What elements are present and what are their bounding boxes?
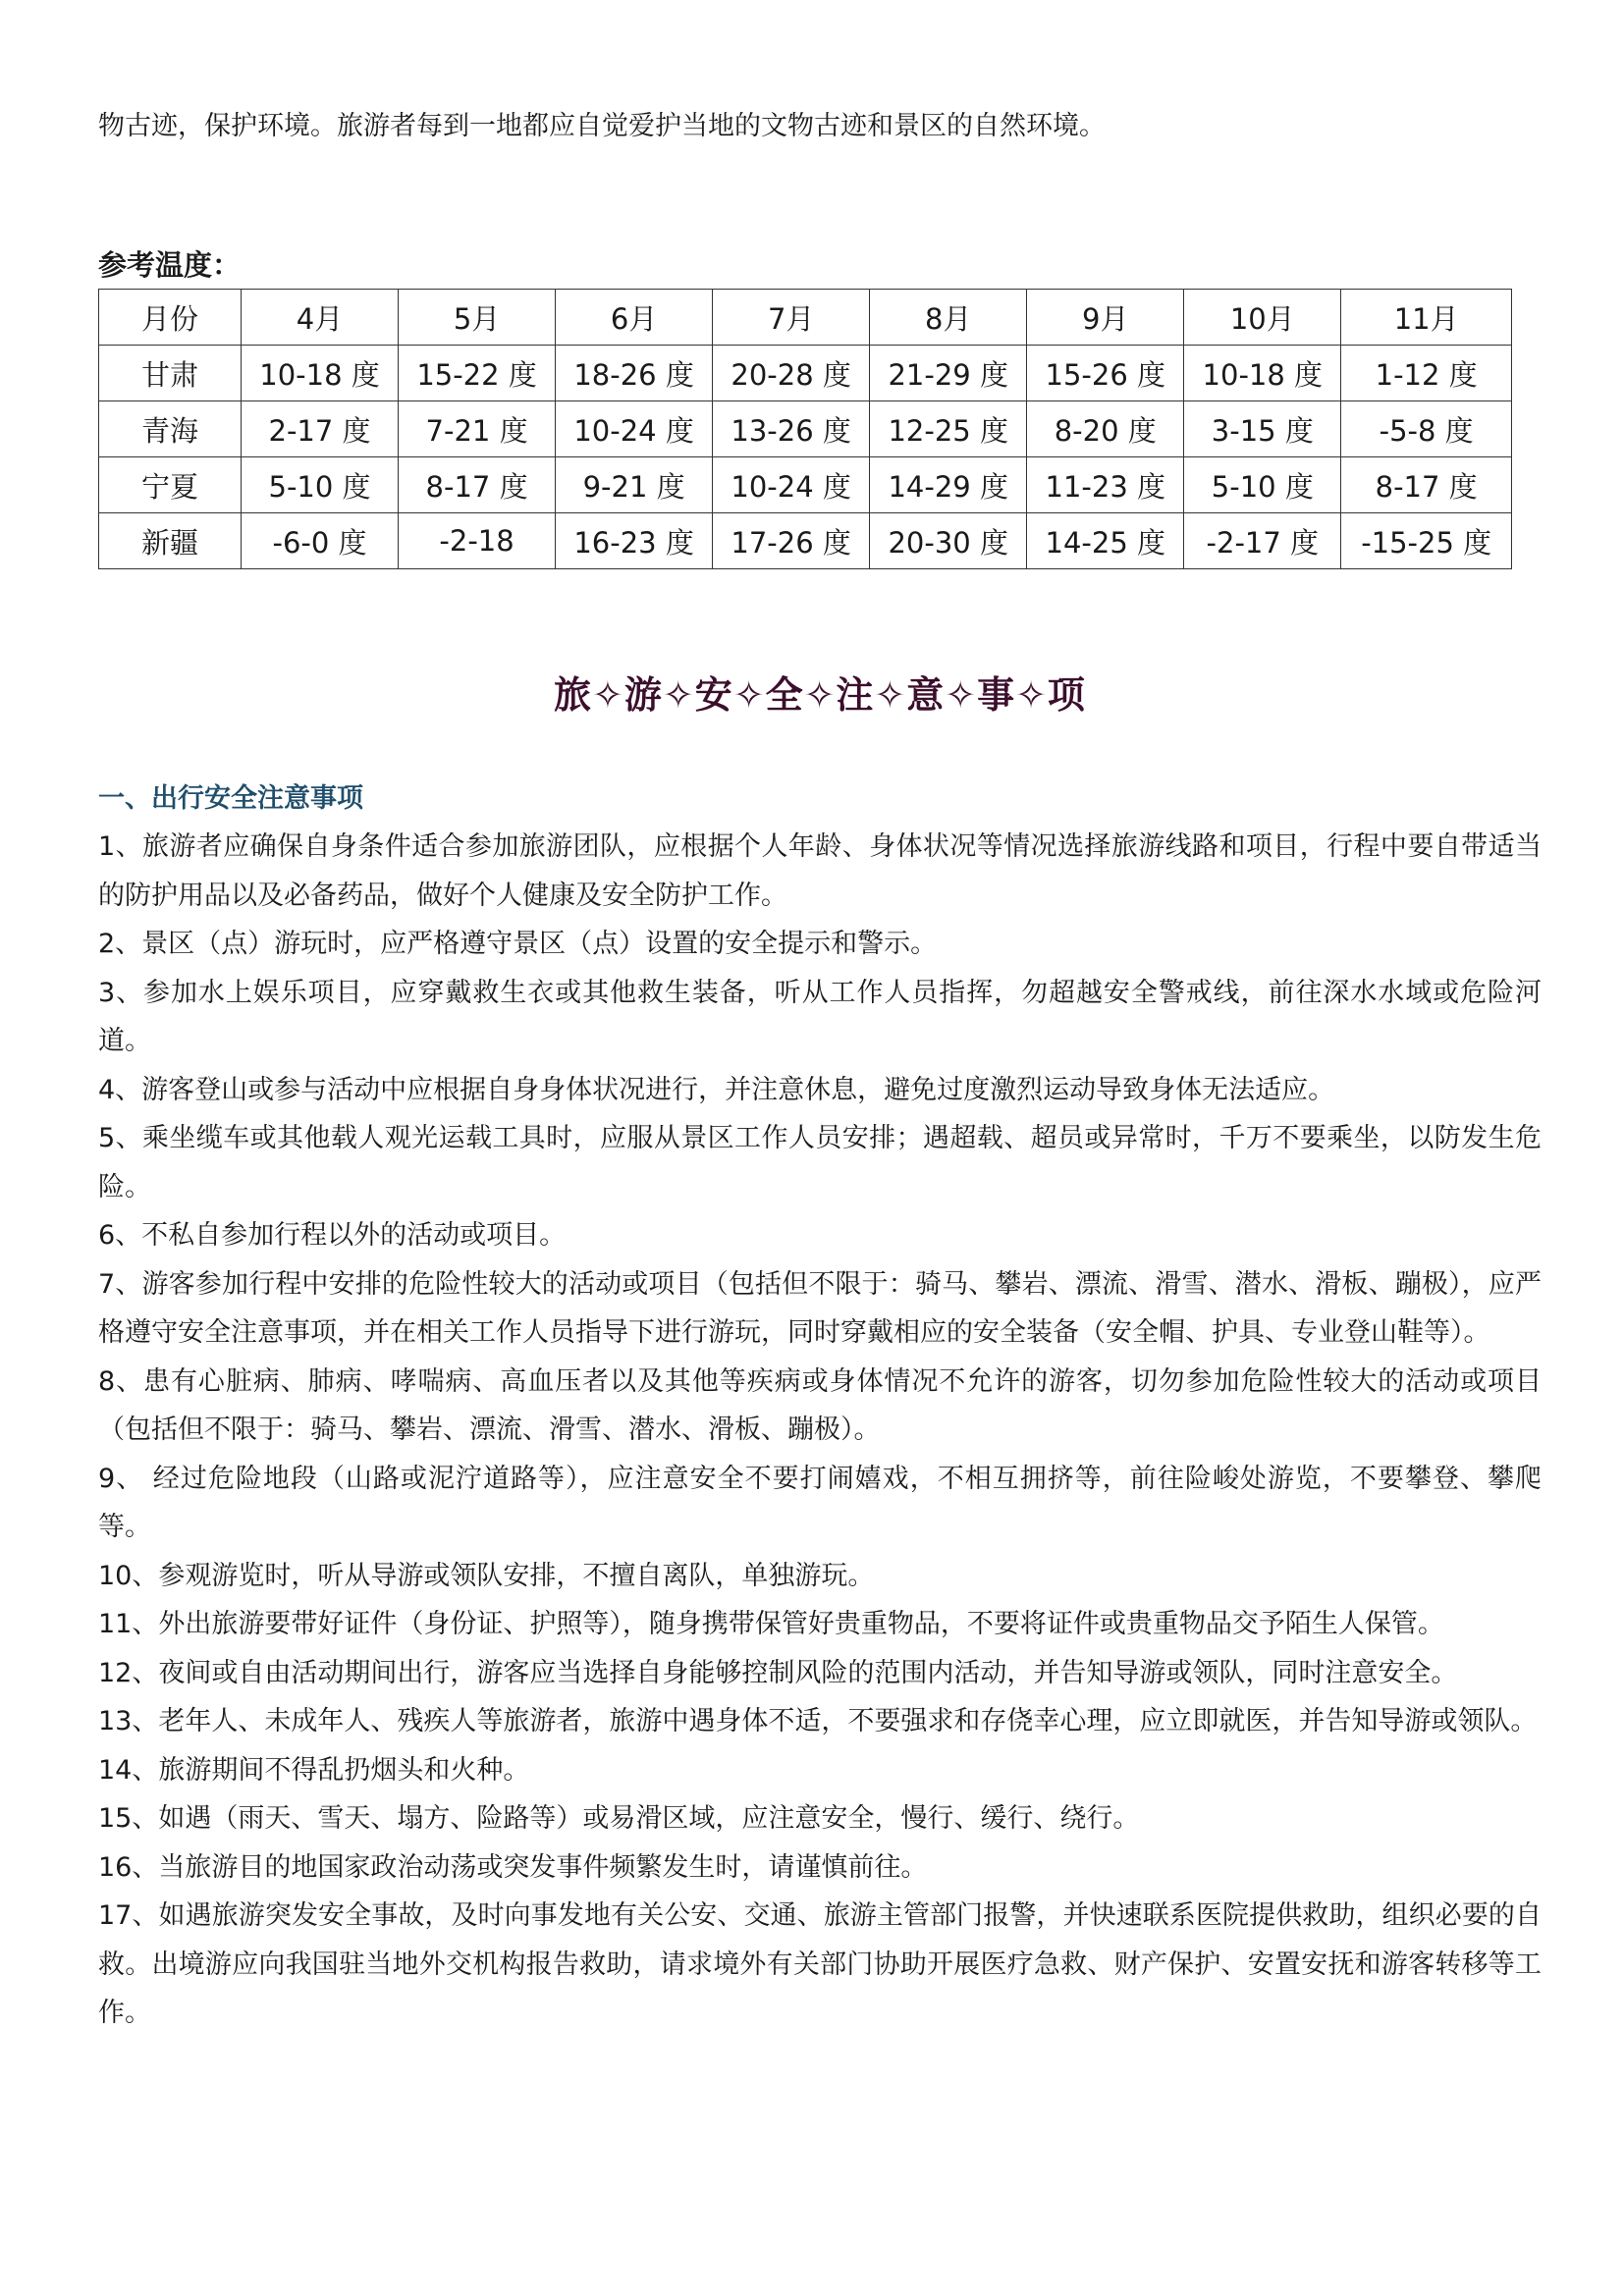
table-cell: 20-28 度: [713, 346, 870, 401]
safety-title: 旅✧游✧安✧全✧注✧意✧事✧项: [554, 673, 1086, 717]
table-cell: 8-17 度: [399, 457, 556, 513]
table-cell: 15-22 度: [399, 346, 556, 401]
header-cell: 7月: [713, 290, 870, 346]
list-item: 8、患有心脏病、肺病、哮喘病、高血压者以及其他等疾病或身体情况不允许的游客，切勿参加危险性较大的活动或项目（包括但不限于：骑马、攀岩、漂流、滑雪、潜水、滑板、蹦极）。: [98, 1365, 1542, 1445]
table-cell: 12-25 度: [870, 401, 1027, 457]
table-cell: 10-18 度: [1184, 346, 1341, 401]
safety-items-list: [98, 823, 1542, 2038]
table-cell: 21-29 度: [870, 346, 1027, 401]
list-item: 16、当旅游目的地国家政治动荡或突发事件频繁发生时，请谨慎前往。: [98, 1851, 928, 1883]
table-cell: 5-10 度: [242, 457, 399, 513]
table-cell: 10-18 度: [242, 346, 399, 401]
table-cell: 11-23 度: [1027, 457, 1184, 513]
table-cell: -2-17 度: [1184, 513, 1341, 569]
table-cell: 10-24 度: [713, 457, 870, 513]
table-cell: 8-17 度: [1341, 457, 1512, 513]
header-cell: 4月: [242, 290, 399, 346]
table-cell: 16-23 度: [556, 513, 713, 569]
temperature-table: [98, 289, 1512, 569]
list-item: 10、参观游览时，听从导游或领队安排，不擅自离队，单独游玩。: [98, 1560, 875, 1591]
list-item: 5、乘坐缆车或其他载人观光运载工具时，应服从景区工作人员安排；遇超载、超员或异常时，千万不要乘坐，以防发生危险。: [98, 1123, 1542, 1202]
list-item: 14、旅游期间不得乱扔烟头和火种。: [98, 1754, 530, 1786]
table-cell: -5-8 度: [1341, 401, 1512, 457]
table-cell: -15-25 度: [1341, 513, 1512, 569]
list-item: 12、夜间或自由活动期间出行，游客应当选择自身能够控制风险的范围内活动，并告知导游或领队，同时注意安全。: [98, 1657, 1458, 1688]
header-cell: 11月: [1341, 290, 1512, 346]
header-cell: 10月: [1184, 290, 1341, 346]
list-item: 2、景区（点）游玩时，应严格遵守景区（点）设置的安全提示和警示。: [98, 929, 938, 959]
table-cell: 9-21 度: [556, 457, 713, 513]
province-cell: 新疆: [99, 513, 242, 569]
list-item: 13、老年人、未成年人、残疾人等旅游者，旅游中遇身体不适，不要强求和存侥幸心理，应立即就医，并告知导游或领队。: [98, 1706, 1538, 1736]
table-cell: 20-30 度: [870, 513, 1027, 569]
table-cell: 17-26 度: [713, 513, 870, 569]
header-cell: 月份: [99, 290, 242, 346]
list-item: 9、 经过危险地段（山路或泥泞道路等），应注意安全不要打闹嬉戏，不相互拥挤等，前往险峻处游览，不要攀登、攀爬等。: [98, 1463, 1542, 1542]
list-item: 4、游客登山或参与活动中应根据自身身体状况进行，并注意休息，避免过度激烈运动导致身体无法适应。: [98, 1074, 1335, 1105]
table-cell: -2-18: [399, 513, 556, 569]
province-cell: 青海: [99, 401, 242, 457]
table-cell: 8-20 度: [1027, 401, 1184, 457]
table-row: [99, 457, 1512, 513]
list-item: 15、如遇（雨天、雪天、塌方、险路等）或易滑区域，应注意安全，慢行、缓行、绕行。: [98, 1803, 1140, 1834]
list-item: 17、如遇旅游突发安全事故，及时向事发地有关公安、交通、旅游主管部门报警，并快速联系医院提供救助，组织必要的自救。出境游应向我国驻当地外交机构报告救助，请求境外有关部门协助开展医疗急救、财产保护、安置安抚和游客转移等工作。: [98, 1900, 1542, 2028]
table-cell: 14-25 度: [1027, 513, 1184, 569]
table-cell: 7-21 度: [399, 401, 556, 457]
list-item: 11、外出旅游要带好证件（身份证、护照等），随身携带保管好贵重物品，不要将证件或贵重物品交予陌生人保管。: [98, 1609, 1444, 1639]
section-heading: 一、出行安全注意事项: [98, 783, 363, 814]
table-row: [99, 513, 1512, 569]
table-cell: 3-15 度: [1184, 401, 1341, 457]
table-row: [99, 401, 1512, 457]
header-cell: 8月: [870, 290, 1027, 346]
temperature-title: 参考温度：: [98, 248, 242, 282]
table-cell: -6-0 度: [242, 513, 399, 569]
list-item: 1、旅游者应确保自身条件适合参加旅游团队，应根据个人年龄、身体状况等情况选择旅游线路和项目，行程中要自带适当的防护用品以及必备药品，做好个人健康及安全防护工作。: [98, 831, 1542, 911]
province-cell: 宁夏: [99, 457, 242, 513]
table-cell: 5-10 度: [1184, 457, 1341, 513]
table-cell: 10-24 度: [556, 401, 713, 457]
list-item: 7、游客参加行程中安排的危险性较大的活动或项目（包括但不限于：骑马、攀岩、漂流、滑雪、潜水、滑板、蹦极），应严格遵守安全注意事项，并在相关工作人员指导下进行游玩，同时穿戴相应的安全装备（安全帽、护具、专业登山鞋等）。: [98, 1268, 1542, 1348]
header-cell: 9月: [1027, 290, 1184, 346]
document-page: [98, 98, 1542, 2038]
list-item: 6、不私自参加行程以外的活动或项目。: [98, 1220, 567, 1251]
header-cell: 5月: [399, 290, 556, 346]
table-cell: 15-26 度: [1027, 346, 1184, 401]
table-cell: 13-26 度: [713, 401, 870, 457]
table-cell: 18-26 度: [556, 346, 713, 401]
header-cell: 6月: [556, 290, 713, 346]
table-row: [99, 346, 1512, 401]
table-header-row: [99, 290, 1512, 346]
table-cell: 14-29 度: [870, 457, 1027, 513]
list-item: 3、参加水上娱乐项目，应穿戴救生衣或其他救生装备，听从工作人员指挥，勿超越安全警戒线，前往深水水域或危险河道。: [98, 977, 1542, 1056]
table-cell: 2-17 度: [242, 401, 399, 457]
table-cell: 1-12 度: [1341, 346, 1512, 401]
province-cell: 甘肃: [99, 346, 242, 401]
intro-paragraph: 物古迹，保护环境。旅游者每到一地都应自觉爱护当地的文物古迹和景区的自然环境。: [98, 111, 1106, 141]
